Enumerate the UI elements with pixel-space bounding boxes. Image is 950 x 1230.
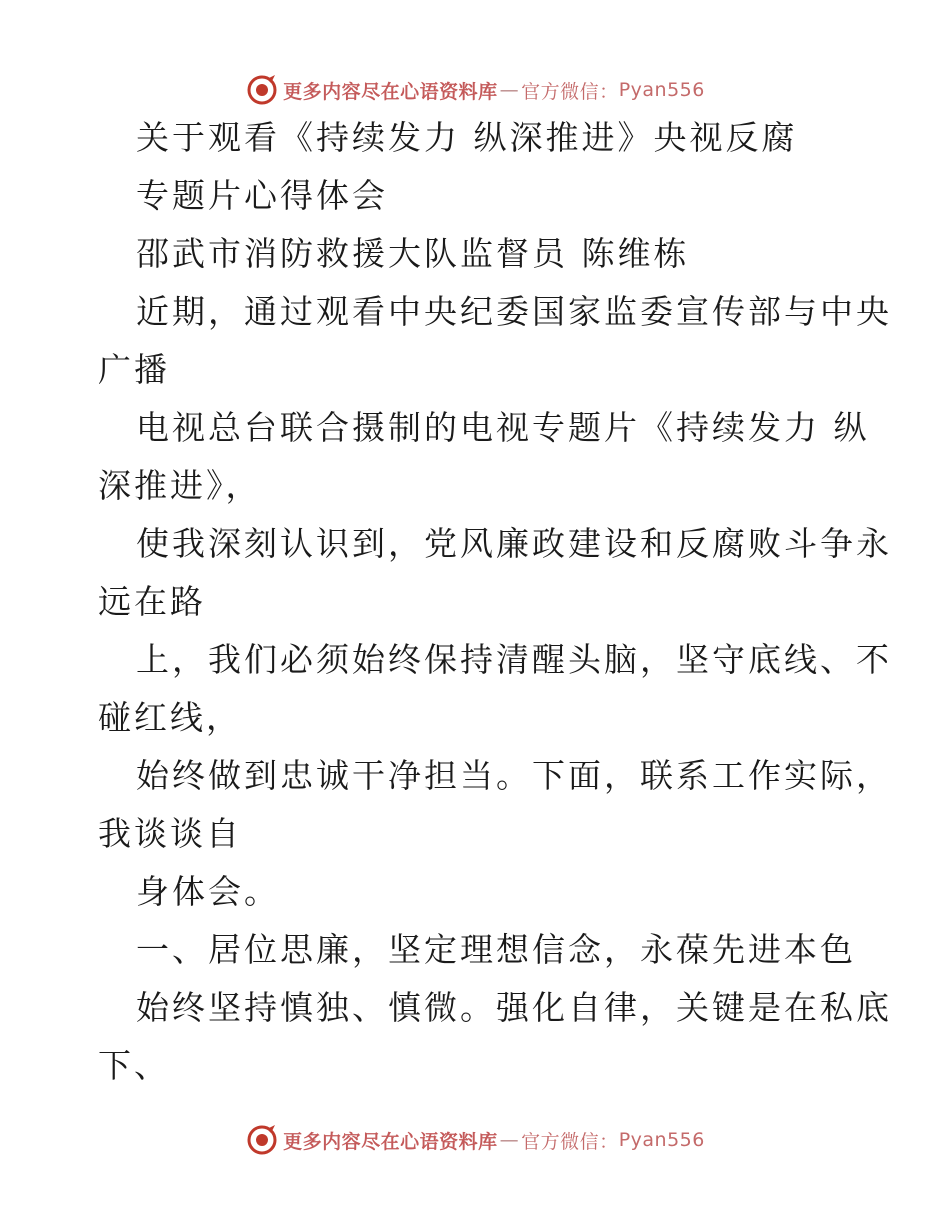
banner-brand: 更多内容尽在心语资料库 [283,80,498,103]
author-line: 邵武市消防救援大队监督员 陈维栋 [136,234,690,273]
pen-logo-icon [245,73,279,107]
paragraph-line: 上，我们必须始终保持清醒头脑，坚守底线、不 [136,640,892,679]
document-title-line-2: 专题片心得体会 [136,176,388,215]
paragraph-line: 电视总台联合摄制的电视专题片《持续发力 纵 [136,408,870,447]
header-banner [0,70,950,110]
paragraph-line: 深推进》， [98,466,262,505]
paragraph-line: 始终坚持慎独、慎微。强化自律，关键是在私底 [136,988,892,1027]
paragraph-line: 下、 [98,1046,170,1085]
paragraph-line: 始终做到忠诚干净担当。下面，联系工作实际， [136,756,892,795]
banner-account: Pyan556 [618,1129,705,1151]
document-title-line-1: 关于观看《持续发力 纵深推进》央视反腐 [136,118,798,157]
paragraph-line: 近期，通过观看中央纪委国家监委宣传部与中央 [136,292,892,331]
paragraph-line: 我谈谈自 [98,814,242,853]
paragraph-line: 广播 [98,350,170,389]
paragraph-line: 远在路 [98,582,206,621]
section-heading: 一、居位思廉，坚定理想信念，永葆先进本色 [136,930,856,969]
paragraph-line: 身体会。 [136,872,280,911]
banner-wechat-label: 官方微信： [521,80,619,103]
paragraph-line: 使我深刻认识到，党风廉政建设和反腐败斗争永 [136,524,892,563]
footer-banner [0,1120,950,1160]
banner-wechat-label: 官方微信： [521,1130,619,1153]
paragraph-line: 碰红线， [98,698,242,737]
pen-logo-icon [245,1123,279,1157]
banner-account: Pyan556 [618,79,705,101]
banner-separator: — [499,1129,520,1151]
banner-separator: — [499,79,520,101]
banner-brand: 更多内容尽在心语资料库 [283,1130,498,1153]
